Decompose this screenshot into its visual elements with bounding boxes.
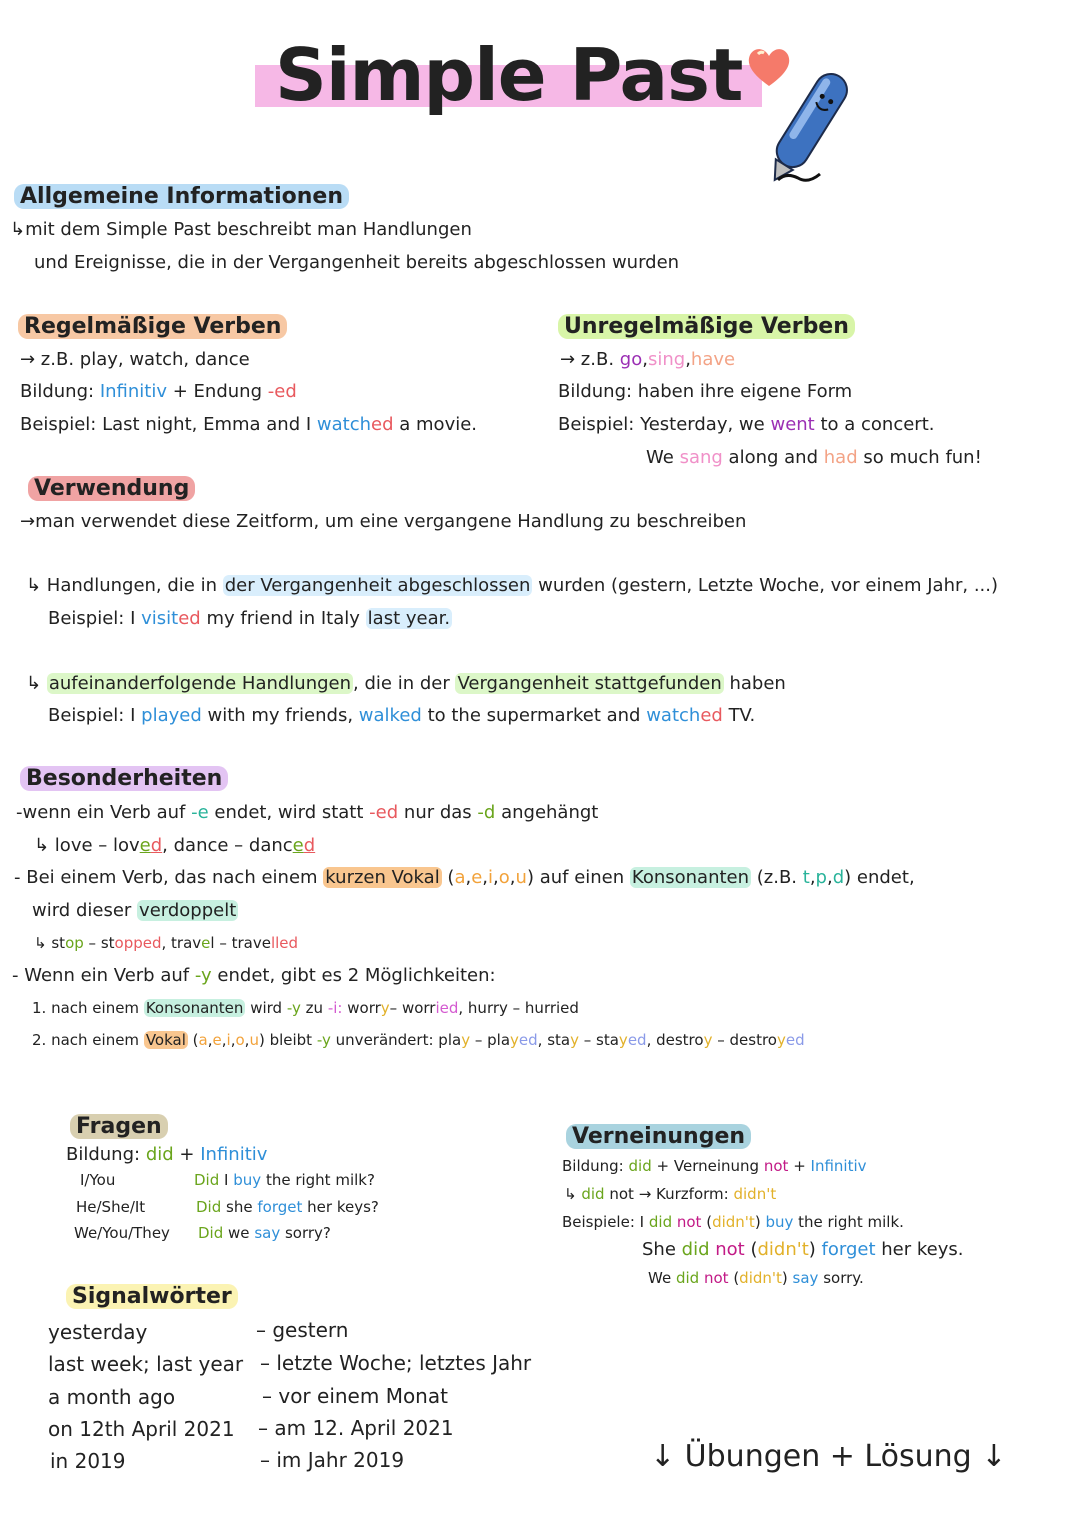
- highlight-letters: e: [201, 934, 211, 952]
- vowel: e: [212, 1031, 222, 1049]
- unregel-beispiel2: [646, 446, 982, 470]
- highlight: verdoppelt: [139, 900, 237, 921]
- vowel: i: [488, 867, 494, 888]
- text: We: [646, 447, 674, 468]
- highlight-letters: op: [65, 934, 84, 952]
- vernein-beispiel: Beispiele: I did not (didn't) buy the right milk.: [562, 1213, 904, 1231]
- regel-example: → z.B. play, watch, dance: [20, 349, 250, 370]
- not-word: not: [676, 1213, 702, 1231]
- did-word: Did: [198, 1224, 224, 1242]
- verb-went: went: [770, 414, 815, 435]
- verb-sang: sang: [679, 447, 723, 468]
- text: - Bei einem Verb, das nach einem: [14, 867, 318, 888]
- text: angehängt: [501, 802, 599, 823]
- pen-smiley-icon: [756, 60, 866, 195]
- did-word: did: [681, 1239, 710, 1260]
- text: her keys.: [881, 1239, 964, 1260]
- text: her keys?: [307, 1198, 379, 1216]
- y-letter: y: [461, 1031, 471, 1049]
- regel-beispiel: [20, 413, 477, 437]
- text: unverändert:: [335, 1031, 434, 1049]
- vernein-beispiel: We did not (didn't) say sorry.: [648, 1269, 864, 1287]
- signal-en: on 12th April 2021: [48, 1417, 235, 1441]
- signal-de: – letzte Woche; letztes Jahr: [260, 1351, 532, 1375]
- verb: say: [254, 1224, 281, 1242]
- fragen-row-subj: He/She/It: [76, 1198, 146, 1216]
- text: st: [51, 934, 66, 952]
- text: bleibt: [269, 1031, 313, 1049]
- text: Yesterday, we: [640, 414, 765, 435]
- regel-bildung: [20, 380, 297, 404]
- y-letter: y: [776, 1031, 786, 1049]
- signal-de: – gestern: [256, 1318, 349, 1342]
- verb: buy: [233, 1171, 262, 1189]
- text: 2. nach einem: [32, 1031, 140, 1049]
- verb: buy: [765, 1213, 794, 1231]
- text: , dance – danc: [162, 835, 293, 856]
- ed-suffix: ed: [627, 1031, 647, 1049]
- verwendung-point1: [26, 574, 998, 598]
- y-letter: y: [510, 1031, 519, 1049]
- text: I: [224, 1171, 229, 1189]
- unregel-beispiel1: [558, 413, 934, 437]
- text: sorry?: [284, 1224, 331, 1242]
- section-signal: [66, 1282, 238, 1312]
- highlight: Vokal: [145, 1031, 186, 1049]
- y-letter: y: [570, 1031, 579, 1049]
- verb-sing: sing: [647, 349, 686, 370]
- text: → z.B.: [560, 349, 615, 370]
- text: sorry.: [823, 1269, 864, 1287]
- heading-verwendung: Verwendung: [28, 476, 195, 501]
- heading-besonder: Besonderheiten: [20, 766, 228, 791]
- text: +: [179, 1144, 195, 1165]
- y-suffix: -y: [286, 999, 301, 1017]
- highlight: Vergangenheit stattgefunden: [457, 673, 722, 694]
- label: Beispiel:: [558, 414, 635, 435]
- heading-fragen: Fragen: [70, 1114, 168, 1139]
- y-suffix: -y: [316, 1031, 331, 1049]
- vowel: o: [498, 867, 510, 888]
- signal-en: a month ago: [48, 1385, 176, 1409]
- verb-walked: walked: [358, 705, 422, 726]
- verwendung-intro: →man verwendet diese Zeitform, um eine vergangene Handlung zu beschreiben: [20, 511, 747, 532]
- section-regel: [18, 312, 287, 342]
- footer-exercises-link[interactable]: ↓ Übungen + Lösung ↓: [650, 1439, 1007, 1474]
- text: along and: [728, 447, 819, 468]
- heading-allgemein: Allgemeine Informationen: [14, 184, 349, 209]
- text: with my friends,: [207, 705, 354, 726]
- text: – trave: [219, 934, 271, 952]
- text: – worr: [389, 999, 436, 1017]
- text: pla: [438, 1031, 462, 1049]
- text: , sta: [537, 1031, 571, 1049]
- text: – st: [88, 934, 115, 952]
- vowel: i: [226, 1031, 231, 1049]
- fragen-row: [196, 1196, 379, 1218]
- allgemein-line1: ↳mit dem Simple Past beschreibt man Handlungen: [10, 219, 472, 240]
- text: the right milk?: [265, 1171, 375, 1189]
- fragen-row-subj: I/You: [80, 1171, 116, 1189]
- d-suffix: -d: [477, 802, 496, 823]
- section-besonder: [20, 764, 228, 794]
- e-suffix: -e: [191, 802, 209, 823]
- text: 1. nach einem: [32, 999, 140, 1017]
- section-unregel: [558, 312, 855, 342]
- text: she: [226, 1198, 253, 1216]
- verb-stem: watch: [316, 414, 372, 435]
- besonder-rule2: - Bei einem Verb, das nach einem kurzen Vokal (a,e,i,o,u) auf einen Konsonanten (z.B. t,p,d) endet,: [14, 867, 915, 888]
- ed-suffix: ed: [371, 414, 394, 435]
- besonder-rule1-example: [34, 834, 315, 858]
- fragen-bildung: [66, 1143, 267, 1167]
- did-word: did: [675, 1269, 700, 1287]
- text: , hurry – hurried: [458, 999, 579, 1017]
- page-title: Simple Past: [255, 30, 762, 120]
- text: the right milk.: [798, 1213, 904, 1231]
- verwendung-beispiel1: [48, 607, 452, 631]
- section-vernein: [566, 1122, 751, 1152]
- vernein-beispiel: She did not (didn't) forget her keys.: [642, 1239, 964, 1260]
- e-letter: e: [292, 835, 304, 856]
- besonder-rule3: [12, 964, 496, 988]
- verb-played: played: [141, 705, 202, 726]
- text: (z.B.: [756, 867, 798, 888]
- ed-suffix: ed: [178, 608, 201, 629]
- text: endet, gibt es 2 Möglichkeiten:: [217, 965, 496, 986]
- signal-de: – am 12. April 2021: [258, 1416, 454, 1440]
- text: TV.: [728, 705, 756, 726]
- text: wird dieser: [32, 900, 132, 921]
- didnt-word: didn't: [739, 1269, 782, 1287]
- ed-suffix: -ed: [267, 381, 297, 402]
- y-suffix: -y: [194, 965, 212, 986]
- fragen-row: [194, 1169, 375, 1191]
- verwendung-point2: [26, 672, 786, 696]
- besonder-rule3-case1: [32, 997, 579, 1019]
- verb-have: have: [690, 349, 736, 370]
- text: , die in der: [353, 673, 450, 694]
- text: – destro: [717, 1031, 777, 1049]
- d-letter: d: [303, 835, 316, 856]
- text: nur das: [403, 802, 472, 823]
- text: - Wenn ein Verb auf: [12, 965, 190, 986]
- y-letter: y: [380, 999, 390, 1017]
- did-word: Did: [196, 1198, 222, 1216]
- highlight: Konsonanten: [145, 999, 244, 1017]
- besonder-rule2-example: [34, 932, 298, 954]
- consonant: d: [832, 867, 845, 888]
- ed-suffix: -ed: [369, 802, 399, 823]
- vowel: e: [471, 867, 483, 888]
- text: ↳: [34, 934, 47, 952]
- highlight-letters: lled: [270, 934, 299, 952]
- did-word: did: [628, 1157, 652, 1175]
- text: l: [210, 934, 215, 952]
- verb: forget: [257, 1198, 303, 1216]
- d-letter: d: [150, 835, 163, 856]
- not-word: not: [703, 1269, 729, 1287]
- text: – sta: [583, 1031, 619, 1049]
- text: -wenn ein Verb auf: [16, 802, 186, 823]
- verwendung-beispiel2: [48, 704, 755, 728]
- didnt-word: didn't: [757, 1239, 809, 1260]
- besonder-rule3-case2: 2. nach einem Vokal (a,e,i,o,u) bleibt -y unverändert: play – played, stay – stayed, destroy – destroyed: [32, 1031, 805, 1049]
- text: we: [228, 1224, 250, 1242]
- unregel-bildung: Bildung: haben ihre eigene Form: [558, 381, 853, 402]
- not-word: not: [763, 1157, 789, 1175]
- verb-stem: watch: [646, 705, 701, 726]
- signal-de: – im Jahr 2019: [260, 1448, 405, 1472]
- highlight: Konsonanten: [631, 867, 750, 888]
- fragen-row-subj: We/You/They: [74, 1224, 170, 1242]
- y-letter: y: [618, 1031, 628, 1049]
- label: Beispiel: I: [48, 705, 136, 726]
- vowel: a: [198, 1031, 208, 1049]
- heading-signal: Signalwörter: [66, 1284, 238, 1309]
- ed-suffix: ed: [518, 1031, 538, 1049]
- text: I: [639, 1213, 645, 1231]
- section-fragen: [70, 1112, 168, 1142]
- text: ↳ love – lov: [34, 835, 140, 856]
- vernein-bildung: [562, 1155, 867, 1177]
- y-letter: y: [703, 1031, 713, 1049]
- didnt-word: didn't: [733, 1185, 777, 1203]
- text: wird: [250, 999, 283, 1017]
- did-word: did: [581, 1185, 605, 1203]
- infinitiv-word: Infinitiv: [99, 381, 168, 402]
- label: Beispiele:: [562, 1213, 635, 1231]
- text: endet, wird statt: [214, 802, 364, 823]
- text: a movie.: [399, 414, 478, 435]
- infinitiv-word: Infinitiv: [200, 1144, 268, 1165]
- didnt-word: didn't: [712, 1213, 755, 1231]
- text: wurden (gestern, Letzte Woche, vor einem Jahr, ...): [538, 575, 999, 596]
- consonant: p: [815, 867, 827, 888]
- text: ↳ Handlungen, die in: [26, 575, 218, 596]
- text: ) endet,: [844, 867, 915, 888]
- section-verwendung: [28, 474, 195, 504]
- heading-vernein: Verneinungen: [566, 1124, 751, 1149]
- verb: say: [792, 1269, 819, 1287]
- text: worr: [347, 999, 381, 1017]
- highlight-letters: opped: [114, 934, 162, 952]
- ed-suffix: ed: [700, 705, 723, 726]
- vowel: a: [454, 867, 466, 888]
- highlight: aufeinanderfolgende Handlungen: [48, 673, 352, 694]
- text: + Endung: [172, 381, 263, 402]
- highlight: last year.: [367, 608, 451, 629]
- vowel: u: [515, 867, 527, 888]
- label: Bildung:: [20, 381, 95, 402]
- text: She: [642, 1239, 676, 1260]
- text: , destro: [646, 1031, 704, 1049]
- label: Bildung:: [66, 1144, 141, 1165]
- ied-suffix: ied: [435, 999, 459, 1017]
- signal-de: – vor einem Monat: [262, 1384, 448, 1408]
- text: +: [793, 1157, 806, 1175]
- signal-en: last week; last year: [48, 1352, 244, 1376]
- text: auf einen: [539, 867, 625, 888]
- highlight: kurzen Vokal: [325, 867, 440, 888]
- text: , trav: [161, 934, 202, 952]
- vowel: u: [249, 1031, 259, 1049]
- not-word: not: [715, 1239, 745, 1260]
- consonant: t: [802, 867, 810, 888]
- besonder-rule2-line2: [32, 899, 238, 923]
- ed-suffix: ed: [785, 1031, 805, 1049]
- e-letter: e: [139, 835, 151, 856]
- verb: forget: [821, 1239, 876, 1260]
- label: Beispiel:: [20, 414, 97, 435]
- label: Beispiel: I: [48, 608, 136, 629]
- did-word: did: [145, 1144, 174, 1165]
- text: + Verneinung: [656, 1157, 760, 1175]
- text: haben: [729, 673, 786, 694]
- vernein-kurzform: [564, 1183, 776, 1205]
- text: ↳: [564, 1185, 577, 1203]
- besonder-rule1: [16, 801, 598, 825]
- text: – pla: [474, 1031, 511, 1049]
- label: Bildung:: [562, 1157, 624, 1175]
- text: We: [648, 1269, 672, 1287]
- verb-go: go: [619, 349, 643, 370]
- section-allgemein: [14, 182, 349, 212]
- infinitiv-word: Infinitiv: [810, 1157, 867, 1175]
- vowel: o: [235, 1031, 245, 1049]
- allgemein-line2: und Ereignisse, die in der Vergangenheit bereits abgeschlossen wurden: [34, 252, 680, 273]
- did-word: did: [648, 1213, 673, 1231]
- fragen-row: [198, 1222, 331, 1244]
- highlight: der Vergangenheit abgeschlossen: [224, 575, 531, 596]
- text: to a concert.: [820, 414, 935, 435]
- i-suffix: -i:: [327, 999, 343, 1017]
- signal-en: in 2019: [50, 1449, 126, 1473]
- heading-regel: Regelmäßige Verben: [18, 314, 287, 339]
- text: ↳: [26, 673, 42, 694]
- verb-stem: visit: [141, 608, 179, 629]
- did-word: Did: [194, 1171, 220, 1189]
- text: to the supermarket and: [427, 705, 641, 726]
- unregel-example: → z.B. go,sing,have: [560, 349, 736, 370]
- text: Last night, Emma and I: [102, 414, 312, 435]
- text: so much fun!: [863, 447, 982, 468]
- text: my friend in Italy: [206, 608, 360, 629]
- heading-unregel: Unregelmäßige Verben: [558, 314, 855, 339]
- text: zu: [305, 999, 324, 1017]
- verb-had: had: [823, 447, 858, 468]
- text: not → Kurzform:: [609, 1185, 729, 1203]
- signal-en: yesterday: [48, 1320, 148, 1344]
